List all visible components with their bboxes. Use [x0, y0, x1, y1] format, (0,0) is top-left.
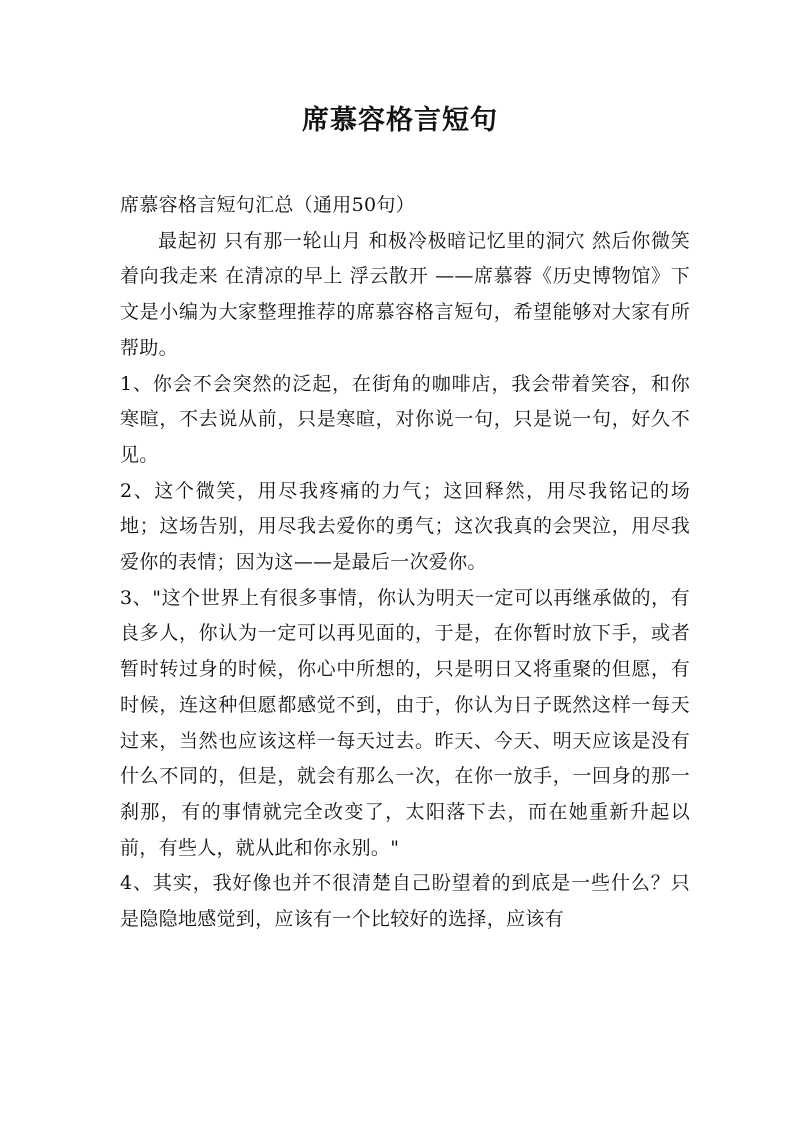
quote-item-1: 1、你会不会突然的泛起，在街角的咖啡店，我会带着笑容，和你寒暄，不去说从前，只是寒暄，对你说一句，只是说一句，好久不见。 [120, 372, 690, 466]
quote-item-3: 3、"这个世界上有很多事情，你认为明天一定可以再继承做的，有良多人，你认为一定可以再见面的，于是，在你暂时放下手，或者暂时转过身的时候，你心中所想的，只是明日又将重聚的但愿，有时候，连这种但愿都感觉不到，由于，你认为日子既然这样一每天过来，当然也应该这样一每天过去。昨天、今天、明天应该是没有什么不同的，但是，就会有那么一次，在你一放手，一回身的那一刹那，有的事情就完全改变了，太阳落下去，而在她重新升起以前，有些人，就从此和你永别。" [120, 586, 690, 859]
document-subtitle: 席慕容格言短句汇总（通用50句） [120, 194, 415, 216]
quote-item-2: 2、这个微笑，用尽我疼痛的力气；这回释然，用尽我铭记的场地；这场告别，用尽我去爱你的勇气；这次我真的会哭泣，用尽我爱你的表情；因为这——是最后一次爱你。 [120, 479, 690, 574]
document-body [120, 188, 690, 938]
document-title: 席慕容格言短句 [302, 105, 498, 136]
intro-paragraph: 最起初 只有那一轮山月 和极冷极暗记忆里的洞穴 然后你微笑着向我走来 在清凉的早上 浮云散开 ——席慕蓉《历史博物馆》下文是小编为大家整理推荐的席慕容格言短句，希望能够对大家有所帮助。 [120, 229, 690, 359]
quote-item-4: 4、其实，我好像也并不很清楚自己盼望着的到底是一些什么？只是隐隐地感觉到，应该有一个比较好的选择，应该有 [120, 872, 690, 931]
